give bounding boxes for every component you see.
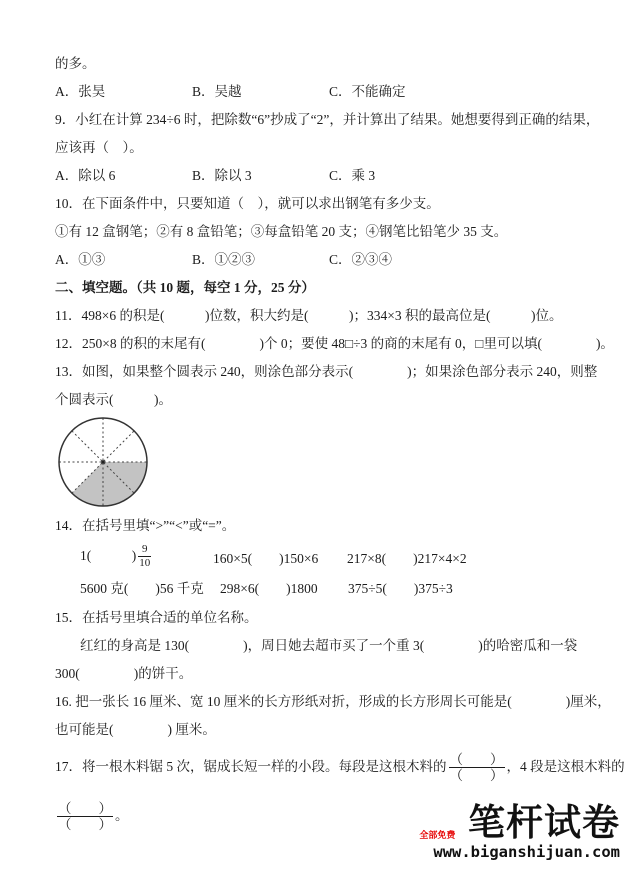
fraction-numerator: （ ） <box>449 751 504 767</box>
question-13-line2: 个圆表示( )。 <box>55 392 172 407</box>
compare-item-6: 375÷5( )375÷3 <box>348 581 453 596</box>
option-c: C．②③④ <box>329 252 393 267</box>
option-b: B．吴越 <box>192 84 242 99</box>
fraction-numerator: 9 <box>138 543 151 557</box>
question-11: 11．498×6 的积是( )位数，积大约是( )；334×3 积的最高位是( )位。 <box>55 308 563 323</box>
circle-center-dot <box>101 460 105 464</box>
question-10-line1: 10．在下面条件中，只要知道（ ），就可以求出钢笔有多少支。 <box>55 196 440 211</box>
question-17-line1 <box>55 744 625 790</box>
question-15-line1: 红红的身高是 130( )，周日她去超市买了一个重 3( )的哈密瓜和一袋 <box>80 638 578 653</box>
question-13-line1: 13．如图，如果整个圆表示 240，则涂色部分表示( )；如果涂色部分表示 240，则整 <box>55 364 598 379</box>
blank-fraction-2 <box>57 801 113 833</box>
question-16-line2: 也可能是( ) 厘米。 <box>55 722 216 737</box>
section-2-heading: 二、填空题。（共 10 题，每空 1 分，25 分） <box>55 280 315 295</box>
question-9-options <box>55 162 575 190</box>
fraction-denominator: （ ） <box>58 817 112 833</box>
fraction-numerator: （ ） <box>58 800 112 816</box>
question-14-row1 <box>80 540 575 574</box>
brand-logo-text: 笔杆试卷 <box>468 801 620 843</box>
fraction-denominator: （ ） <box>449 768 504 784</box>
paper-content <box>55 50 625 842</box>
option-b: B．①②③ <box>192 252 256 267</box>
free-badge: 全部免费 <box>419 830 456 840</box>
question-9-line2: 应该再（ ）。 <box>55 140 143 155</box>
question-17-text3: 。 <box>115 808 129 823</box>
option-a: A．张昊 <box>55 84 106 99</box>
biganshijuan-watermark <box>419 801 620 862</box>
question-14-row2 <box>80 574 575 604</box>
compare-item-1 <box>80 544 213 570</box>
circle-fraction-svg <box>57 416 149 508</box>
question-8-options <box>55 78 575 106</box>
fraction-9-10 <box>138 543 151 569</box>
question-15-title: 15．在括号里填合适的单位名称。 <box>55 610 258 625</box>
question-17-text1: 17．将一根木料锯 5 次，锯成长短一样的小段。每段是这根木料的 <box>55 759 447 774</box>
compare-item-3: 217×8( )217×4×2 <box>347 551 467 566</box>
option-a: A．除以 6 <box>55 168 116 183</box>
question-17-text2: ，4 段是这根木料的 <box>506 759 625 774</box>
question-10-conditions: ①有 12 盒钢笔；②有 8 盒铅笔；③每盒铅笔 20 支；④钢笔比铅笔少 35 支。 <box>55 224 508 239</box>
shaded-sectors <box>72 462 147 506</box>
compare-item-5: 298×6( )1800 <box>220 581 318 596</box>
question-8-tail: 的多。 <box>55 56 96 71</box>
compare-item-4: 5600 克( )56 千克 <box>80 581 204 596</box>
option-a: A．①③ <box>55 252 106 267</box>
circle-fraction-diagram <box>57 416 575 510</box>
option-c: C．不能确定 <box>329 84 406 99</box>
question-9-line1: 9．小红在计算 234÷6 时，把除数“6”抄成了“2”，并计算出了结果。她想要得到正确的结果， <box>55 112 600 127</box>
fraction-denominator: 10 <box>139 556 151 569</box>
question-14-title: 14．在括号里填“>”“<”或“=”。 <box>55 518 236 533</box>
option-c: C．乘 3 <box>329 168 376 183</box>
compare-item-2: 160×5( )150×6 <box>213 551 319 566</box>
question-15-line2: 300( )的饼干。 <box>55 666 193 681</box>
blank-fraction-1 <box>449 752 505 784</box>
compare-item-1-prefix: 1( ) <box>80 548 137 564</box>
option-b: B．除以 3 <box>192 168 252 183</box>
question-16-line1: 16. 把一张长 16 厘米、宽 10 厘米的长方形纸对折，形成的长方形周长可能是( )厘米， <box>55 694 611 709</box>
website-url: www.biganshijuan.com <box>433 842 620 861</box>
question-10-options <box>55 246 575 274</box>
question-12: 12．250×8 的积的末尾有( )个 0；要使 48□÷3 的商的末尾有 0，□里可以填( )。 <box>55 336 614 351</box>
